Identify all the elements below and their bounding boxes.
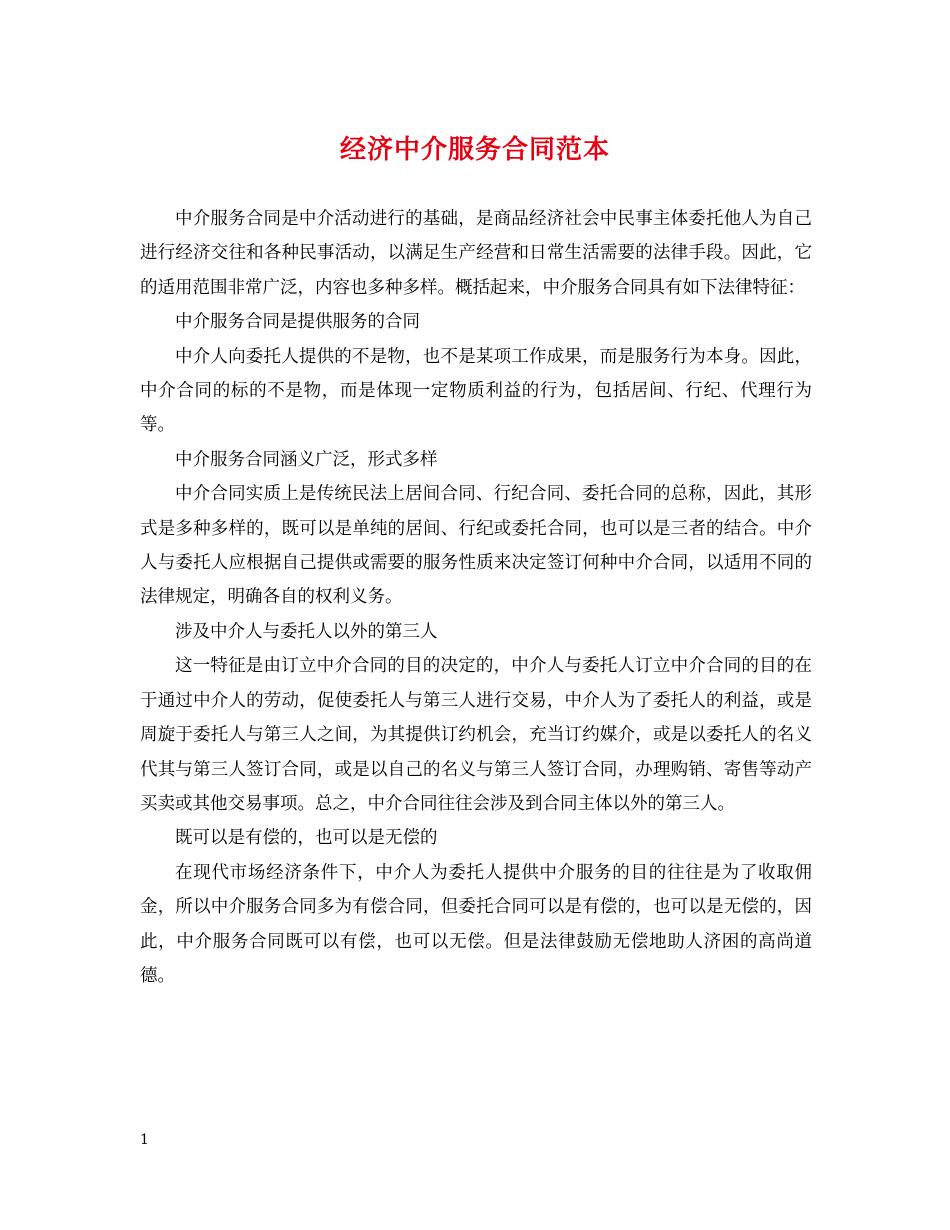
paragraph-intro: 中介服务合同是中介活动进行的基础，是商品经济社会中民事主体委托他人为自己进行经济交往和各种民事活动，以满足生产经营和日常生活需要的法律手段。因此，它的适用范围非常广泛，内容也多种多样。概括起来，中介服务合同具有如下法律特征： bbox=[140, 209, 812, 298]
document-body bbox=[140, 202, 812, 993]
paragraph-forms-detail: 中介合同实质上是传统民法上居间合同、行纪合同、委托合同的总称，因此，其形式是多种多样的，既可以是单纯的居间、行纪或委托合同，也可以是三者的结合。中介人与委托人应根据自己提供或需要的服务性质来决定签订何种中介合同，以适用不同的法律规定，明确各自的权利义务。 bbox=[140, 484, 812, 608]
paragraph-heading-paid: 既可以是有偿的，也可以是无偿的 bbox=[175, 828, 438, 849]
paragraph-paid-detail: 在现代市场经济条件下，中介人为委托人提供中介服务的目的往往是为了收取佣金，所以中介服务合同多为有偿合同，但委托合同可以是有偿的，也可以是无偿的，因此，中介服务合同既可以有偿，也可以无偿。但是法律鼓励无偿地助人济困的高尚道德。 bbox=[140, 862, 812, 986]
document-title: 经济中介服务合同范本 bbox=[339, 135, 610, 165]
page-number: 1 bbox=[140, 1132, 149, 1148]
paragraph-third-party-detail: 这一特征是由订立中介合同的目的决定的，中介人与委托人订立中介合同的目的在于通过中介人的劳动，促使委托人与第三人进行交易，中介人为了委托人的利益，或是周旋于委托人与第三人之间，为其提供订约机会，充当订约媒介，或是以委托人的名义代其与第三人签订合同，或是以自己的名义与第三人签订合同，办理购销、寄售等动产买卖或其他交易事项。总之，中介合同往往会涉及到合同主体以外的第三人。 bbox=[140, 656, 812, 814]
paragraph-service-detail: 中介人向委托人提供的不是物，也不是某项工作成果，而是服务行为本身。因此，中介合同的标的不是物，而是体现一定物质利益的行为，包括居间、行纪、代理行为等。 bbox=[140, 346, 812, 436]
paragraph-heading-forms: 中介服务合同涵义广泛，形式多样 bbox=[175, 449, 438, 470]
paragraph-heading-third-party: 涉及中介人与委托人以外的第三人 bbox=[175, 621, 438, 642]
paragraph-heading-service: 中介服务合同是提供服务的合同 bbox=[175, 312, 420, 333]
